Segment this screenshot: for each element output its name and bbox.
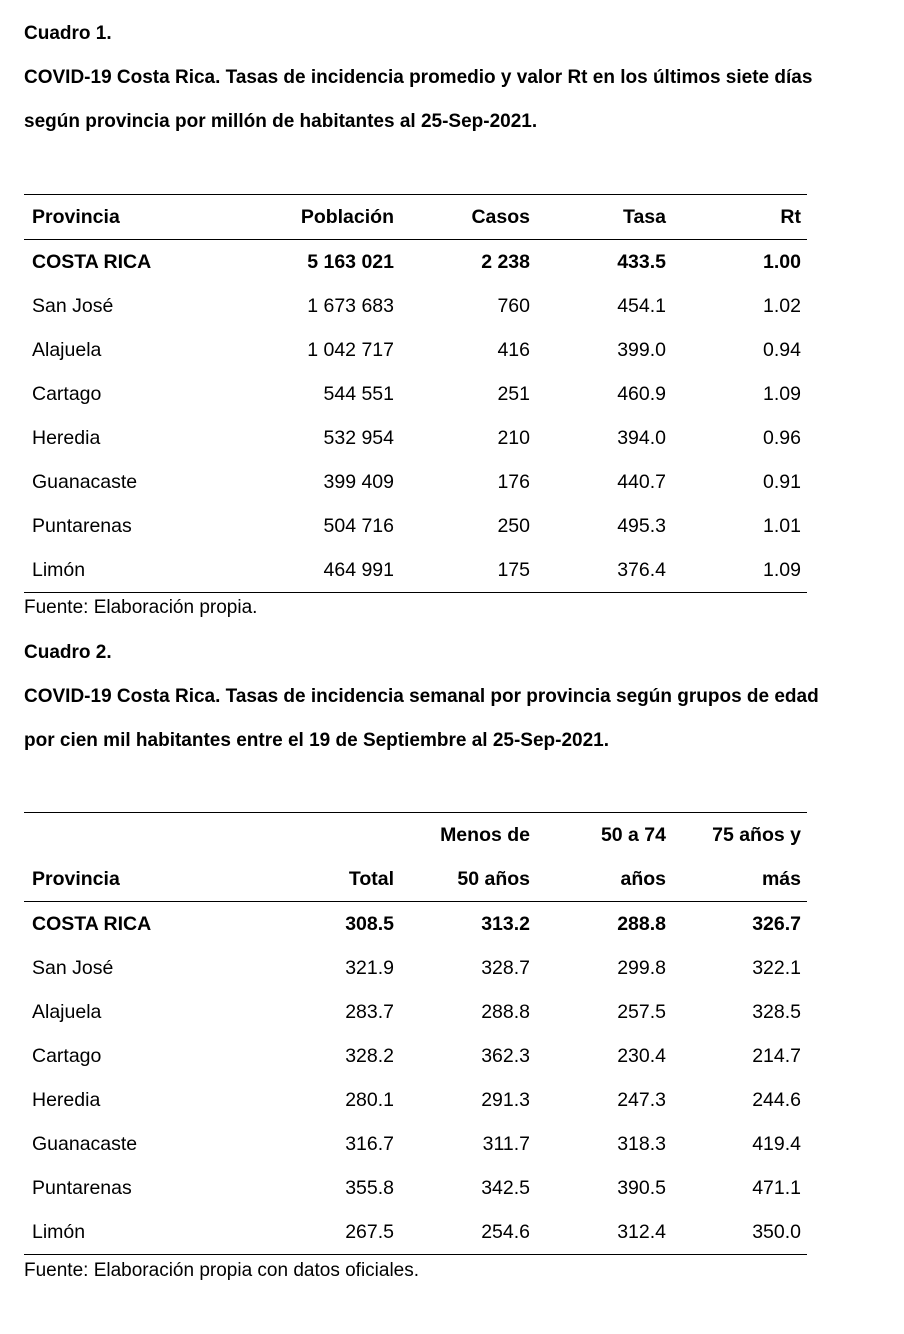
table1-header-poblacion: Población — [208, 195, 400, 240]
table1-cell-provincia: Guanacaste — [32, 470, 138, 493]
table1-cell-value: 250 — [497, 514, 530, 537]
table2-cell-value: 342.5 — [481, 1176, 530, 1199]
table1-cell-value: 376.4 — [536, 548, 672, 593]
table2-header-top-menos50: Menos de — [400, 813, 536, 858]
table1-row — [24, 460, 807, 504]
table2-header-top-total — [208, 813, 400, 858]
table1-cell-value: 544 551 — [323, 382, 394, 405]
table1-cell-value: 251 — [497, 382, 530, 405]
table2-row — [24, 1034, 807, 1078]
table2-header-75mas: más — [672, 857, 807, 902]
table1-header-casos: Casos — [400, 195, 536, 240]
table2-cell-value: 257.5 — [617, 1000, 666, 1023]
table1-cell-value: 1.02 — [763, 294, 801, 317]
table2-cell-provincia: Heredia — [32, 1088, 101, 1111]
table1-row — [24, 372, 807, 416]
table1-cell-value: 433.5 — [617, 250, 666, 273]
table2-row — [24, 1210, 807, 1255]
table1-cell-value: 1.09 — [672, 548, 807, 593]
table1-cell-value: 454.1 — [617, 294, 666, 317]
table1-cell-value: 399.0 — [617, 338, 666, 361]
table2-cell-value: 244.6 — [752, 1088, 801, 1111]
table2-cell-value: 230.4 — [617, 1044, 666, 1067]
table2-cell-value: 308.5 — [345, 912, 394, 935]
table2-cell-provincia: Limón — [24, 1210, 208, 1255]
table1-cell-value: 440.7 — [617, 470, 666, 493]
table2-total-row — [24, 902, 807, 947]
table2 — [24, 812, 807, 1255]
table2-cell-provincia: Guanacaste — [32, 1132, 138, 1155]
table1-header-row — [24, 195, 807, 240]
table2-cell-value: 214.7 — [752, 1044, 801, 1067]
table2-row — [24, 1078, 807, 1122]
table2-header-provincia: Provincia — [24, 857, 208, 902]
table2-cell-value: 362.3 — [481, 1044, 530, 1067]
table1-header-rt: Rt — [672, 195, 807, 240]
table2-cell-value: 326.7 — [752, 912, 801, 935]
table1-cell-value: 760 — [497, 294, 530, 317]
table2-cell-value: 328.5 — [752, 1000, 801, 1023]
table1-cell-provincia: COSTA RICA — [32, 250, 152, 273]
table1-source: Fuente: Elaboración propia. — [24, 597, 258, 618]
table2-cell-value: 280.1 — [345, 1088, 394, 1111]
table1-label: Cuadro 1. — [24, 23, 112, 44]
table2-cell-value: 350.0 — [672, 1210, 807, 1255]
table1-cell-provincia: Limón — [24, 548, 208, 593]
table1-cell-value: 0.94 — [763, 338, 801, 361]
table2-header-top-50a74: 50 a 74 — [536, 813, 672, 858]
table2-row — [24, 1122, 807, 1166]
table2-cell-value: 318.3 — [617, 1132, 666, 1155]
table1-cell-value: 175 — [400, 548, 536, 593]
table2-cell-value: 288.8 — [481, 1000, 530, 1023]
table2-cell-value: 313.2 — [481, 912, 530, 935]
table1-total-row — [24, 240, 807, 285]
table1-body — [24, 240, 807, 593]
table1-cell-provincia: Heredia — [32, 426, 101, 449]
table2-header-menos50: 50 años — [400, 857, 536, 902]
table2-cell-value: 247.3 — [617, 1088, 666, 1111]
table2-source: Fuente: Elaboración propia con datos oficiales. — [24, 1260, 420, 1281]
table2-title-line2: por cien mil habitantes entre el 19 de Septiembre al 25-Sep-2021. — [24, 730, 610, 751]
table1-cell-value: 1.00 — [763, 250, 801, 273]
table2-cell-value: 267.5 — [208, 1210, 400, 1255]
table2-cell-value: 419.4 — [752, 1132, 801, 1155]
table1-cell-value: 5 163 021 — [307, 250, 394, 273]
table2-cell-provincia: Cartago — [32, 1044, 102, 1067]
table2-header-row-top — [24, 813, 807, 858]
table2-header-50a74: años — [536, 857, 672, 902]
table1-cell-provincia: Cartago — [32, 382, 102, 405]
table1 — [24, 194, 807, 593]
table1-row — [24, 416, 807, 460]
table2-cell-provincia: COSTA RICA — [32, 912, 152, 935]
table1-title-line1: COVID-19 Costa Rica. Tasas de incidencia promedio y valor Rt en los últimos siete días — [24, 67, 813, 88]
table1-cell-value: 1.09 — [763, 382, 801, 405]
table2-cell-value: 311.7 — [482, 1132, 530, 1155]
table2-cell-value: 322.1 — [752, 956, 801, 979]
table1-cell-value: 0.91 — [763, 470, 801, 493]
table1-cell-value: 0.96 — [763, 426, 801, 449]
table1-cell-value: 464 991 — [208, 548, 400, 593]
table2-header-top-75mas: 75 años y — [672, 813, 807, 858]
table1-cell-value: 1 673 683 — [307, 294, 394, 317]
table2-cell-value: 283.7 — [345, 1000, 394, 1023]
table1-row — [24, 284, 807, 328]
table2-cell-value: 291.3 — [481, 1088, 530, 1111]
table1-cell-value: 399 409 — [323, 470, 394, 493]
table1-header-provincia: Provincia — [24, 195, 208, 240]
table1-cell-value: 504 716 — [323, 514, 394, 537]
table2-cell-value: 254.6 — [400, 1210, 536, 1255]
table1-cell-value: 394.0 — [617, 426, 666, 449]
table2-cell-value: 316.7 — [345, 1132, 394, 1155]
table2-cell-value: 288.8 — [617, 912, 666, 935]
table2-cell-value: 471.1 — [752, 1176, 801, 1199]
table2-row — [24, 946, 807, 990]
table2-cell-value: 312.4 — [536, 1210, 672, 1255]
table1-cell-value: 532 954 — [323, 426, 394, 449]
table2-cell-value: 390.5 — [617, 1176, 666, 1199]
table2-cell-provincia: Alajuela — [32, 1000, 102, 1023]
table1-cell-value: 176 — [497, 470, 530, 493]
table2-cell-value: 328.2 — [345, 1044, 394, 1067]
table2-title-line1: COVID-19 Costa Rica. Tasas de incidencia semanal por provincia según grupos de edad — [24, 686, 819, 707]
table2-header-top-provincia — [24, 813, 208, 858]
table1-cell-value: 1 042 717 — [307, 338, 394, 361]
table1-cell-provincia: Puntarenas — [32, 514, 132, 537]
table2-cell-value: 328.7 — [481, 956, 530, 979]
table1-cell-value: 2 238 — [481, 250, 530, 273]
table2-header-row-bottom — [24, 857, 807, 902]
table2-cell-provincia: San José — [32, 956, 114, 979]
table2-row — [24, 1166, 807, 1210]
table2-label: Cuadro 2. — [24, 642, 112, 663]
table1-cell-value: 460.9 — [617, 382, 666, 405]
table2-cell-value: 299.8 — [617, 956, 666, 979]
table1-cell-value: 1.01 — [763, 514, 801, 537]
table1-header-tasa: Tasa — [536, 195, 672, 240]
table1-row — [24, 504, 807, 548]
table1-cell-provincia: Alajuela — [32, 338, 102, 361]
table1-title-line2: según provincia por millón de habitantes al 25-Sep-2021. — [24, 111, 538, 132]
table2-cell-value: 321.9 — [345, 956, 394, 979]
table2-header-total: Total — [208, 857, 400, 902]
table1-cell-value: 416 — [497, 338, 530, 361]
table1-row — [24, 548, 807, 593]
table1-row — [24, 328, 807, 372]
table1-cell-value: 210 — [497, 426, 530, 449]
table2-cell-value: 355.8 — [345, 1176, 394, 1199]
table2-body — [24, 902, 807, 1255]
table1-cell-value: 495.3 — [617, 514, 666, 537]
table1-cell-provincia: San José — [32, 294, 114, 317]
table2-cell-provincia: Puntarenas — [32, 1176, 132, 1199]
table2-row — [24, 990, 807, 1034]
